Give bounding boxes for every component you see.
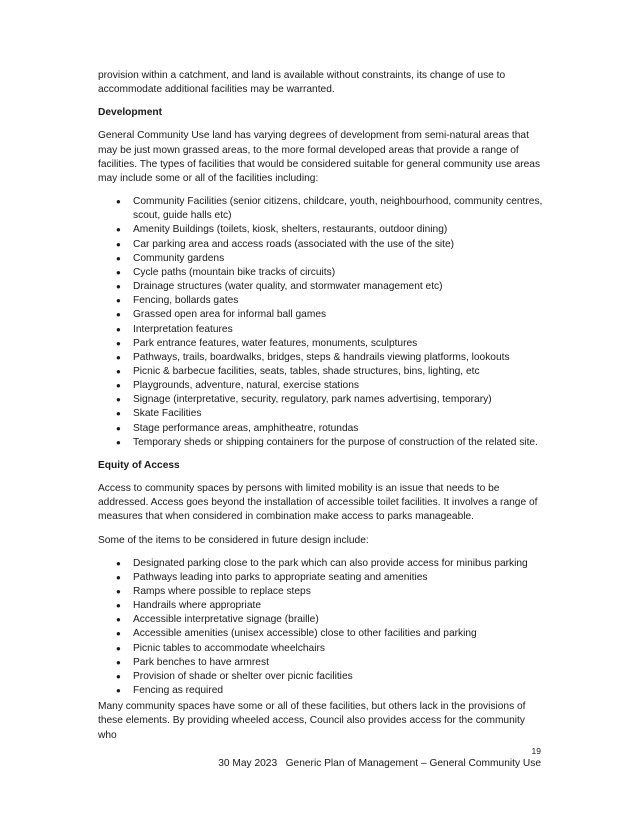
list-item-text: Fencing, bollards gates <box>133 295 239 307</box>
list-item-text: Picnic tables to accommodate wheelchairs <box>133 642 325 654</box>
list-item-text: Handrails where appropriate <box>133 600 261 612</box>
list-item <box>98 252 543 266</box>
list-item <box>98 422 543 436</box>
bullet-icon: ● <box>116 409 121 419</box>
list-item <box>98 613 543 627</box>
list-item <box>98 585 543 599</box>
list-item <box>98 670 543 684</box>
development-paragraph: General Community Use land has varying degrees of development from semi-natural areas that may be just mown grassed areas, to the more formal developed areas that provide a range of facilities. The types of facilities that would be considered suitable for general community use areas may include some or all of the facilities including: <box>98 130 541 184</box>
list-item-text: Park benches to have armrest <box>133 656 269 668</box>
bullet-icon: ● <box>116 324 121 334</box>
list-item <box>98 656 543 670</box>
list-item-text: Amenity Buildings (toilets, kiosk, shelters, restaurants, outdoor dining) <box>133 224 448 236</box>
bullet-icon: ● <box>116 197 121 207</box>
list-item <box>98 266 543 280</box>
list-item-text: Park entrance features, water features, monuments, sculptures <box>133 337 418 349</box>
list-item <box>98 642 543 656</box>
list-item-text: Grassed open area for informal ball games <box>133 309 327 321</box>
page-content <box>98 69 543 752</box>
intro-paragraph: provision within a catchment, and land is available without constraints, its change of use to accommodate additional facilities may be warranted. <box>98 70 506 96</box>
list-item <box>98 436 543 450</box>
list-item <box>98 599 543 613</box>
bullet-icon: ● <box>116 310 121 320</box>
bullet-icon: ● <box>116 381 121 391</box>
list-item <box>98 195 543 223</box>
list-item <box>98 308 543 322</box>
bullet-icon: ● <box>116 615 121 625</box>
bullet-icon: ● <box>116 643 121 653</box>
bullet-icon: ● <box>116 601 121 611</box>
bullet-icon: ● <box>116 657 121 667</box>
list-item-text: Interpretation features <box>133 323 233 335</box>
development-heading: Development <box>98 107 162 119</box>
list-item <box>98 571 543 585</box>
list-item-text: Pathways, trails, boardwalks, bridges, steps & handrails viewing platforms, lookouts <box>133 351 510 363</box>
page-number: 19 <box>531 746 541 756</box>
equity-paragraph-2: Some of the items to be considered in future design include: <box>98 534 369 546</box>
list-item-text: Cycle paths (mountain bike tracks of circuits) <box>133 266 336 278</box>
list-item-text: Accessible interpretative signage (braille) <box>133 614 319 626</box>
list-item <box>98 238 543 252</box>
list-item <box>98 280 543 294</box>
bullet-icon: ● <box>116 239 121 249</box>
bullet-icon: ● <box>116 338 121 348</box>
list-item <box>98 557 543 571</box>
list-item-text: Picnic & barbecue facilities, seats, tables, shade structures, bins, lighting, etc <box>133 365 480 377</box>
list-item <box>98 379 543 393</box>
list-item-text: Community gardens <box>133 252 225 264</box>
list-item-text: Provision of shade or shelter over picnic facilities <box>133 670 353 682</box>
list-item-text: Designated parking close to the park which can also provide access for minibus parking <box>133 557 528 569</box>
footer-line <box>0 757 541 771</box>
bullet-icon: ● <box>116 671 121 681</box>
list-item <box>98 323 543 337</box>
footer-date: 30 May 2023 <box>218 758 278 769</box>
bullet-icon: ● <box>116 366 121 376</box>
bullet-icon: ● <box>116 423 121 433</box>
list-item <box>98 684 543 698</box>
list-item <box>98 223 543 237</box>
equity-paragraph-3: Many community spaces have some or all of these facilities, but others lack in the provisions of these elements. By providing wheeled access, Council also provides access for the community who <box>98 701 526 741</box>
page-footer <box>0 745 541 771</box>
list-item-text: Signage (interpretative, security, regulatory, park names advertising, temporary) <box>133 394 492 406</box>
bullet-icon: ● <box>116 437 121 447</box>
list-item-text: Playgrounds, adventure, natural, exercise stations <box>133 380 359 392</box>
list-item-text: Fencing as required <box>133 685 224 697</box>
bullet-icon: ● <box>116 572 121 582</box>
equity-items-list <box>98 557 543 699</box>
list-item <box>98 294 543 308</box>
list-item-text: Accessible amenities (unisex accessible) close to other facilities and parking <box>133 628 477 640</box>
list-item-text: Temporary sheds or shipping containers for the purpose of construction of the related site. <box>133 436 538 448</box>
list-item-text: Ramps where possible to replace steps <box>133 586 311 597</box>
bullet-icon: ● <box>116 296 121 306</box>
list-item-text: Community Facilities (senior citizens, childcare, youth, neighbourhood, community centres, scout, guide halls etc) <box>133 196 543 222</box>
list-item <box>98 337 543 351</box>
list-item <box>98 393 543 407</box>
list-item <box>98 351 543 365</box>
list-item-text: Skate Facilities <box>133 408 202 420</box>
list-item <box>98 365 543 379</box>
bullet-icon: ● <box>116 587 121 596</box>
list-item-text: Car parking area and access roads (associated with the use of the site) <box>133 238 455 250</box>
list-item <box>98 627 543 641</box>
bullet-icon: ● <box>116 352 121 362</box>
bullet-icon: ● <box>116 629 121 639</box>
bullet-icon: ● <box>116 686 121 696</box>
bullet-icon: ● <box>116 253 121 263</box>
bullet-icon: ● <box>116 225 121 235</box>
list-item-text: Pathways leading into parks to appropriate seating and amenities <box>133 571 428 583</box>
bullet-icon: ● <box>116 282 121 292</box>
bullet-icon: ● <box>116 267 121 277</box>
development-facilities-list <box>98 195 543 450</box>
bullet-icon: ● <box>116 558 121 568</box>
equity-paragraph-1: Access to community spaces by persons with limited mobility is an issue that needs to be addressed. Access goes beyond the installation of accessible toilet facilities. It involves a range of measures that when considered in combination make access to parks manageable. <box>98 483 538 523</box>
equity-heading: Equity of Access <box>98 459 180 471</box>
list-item <box>98 407 543 421</box>
footer-title: Generic Plan of Management – General Community Use <box>285 758 541 769</box>
bullet-icon: ● <box>116 395 121 405</box>
list-item-text: Drainage structures (water quality, and stormwater management etc) <box>133 281 443 293</box>
list-item-text: Stage performance areas, amphitheatre, rotundas <box>133 422 359 434</box>
